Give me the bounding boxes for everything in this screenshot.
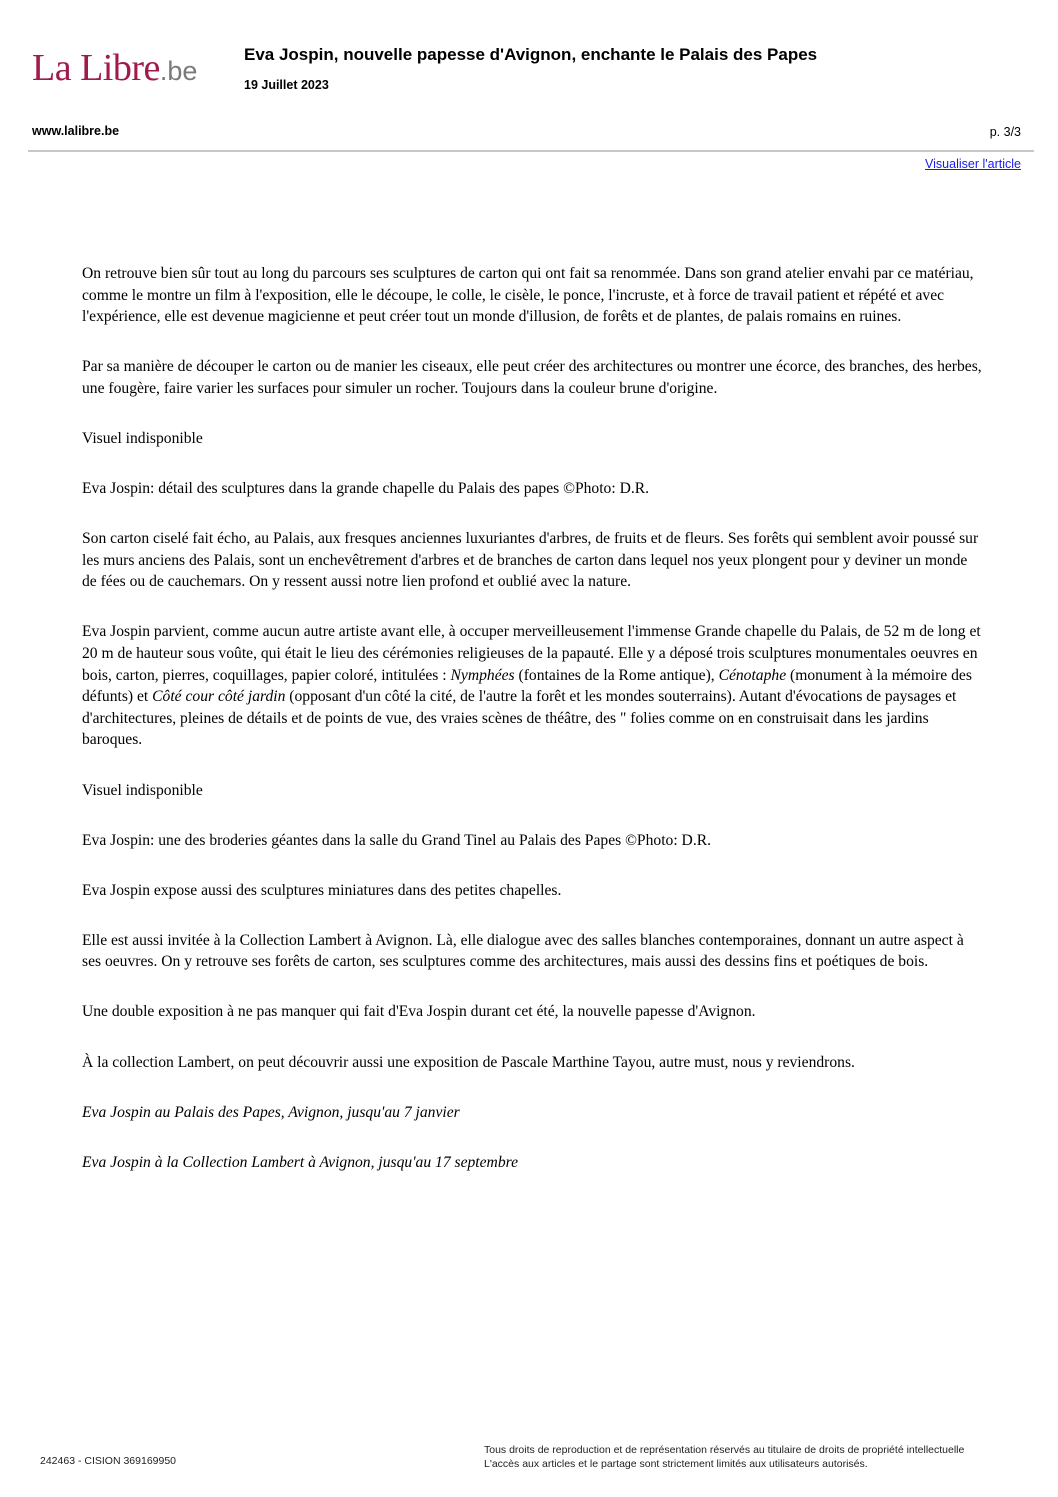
paragraph-1: On retrouve bien sûr tout au long du parcours ses sculptures de carton qui ont fait sa renommée. Dans son grand atelier envahi par ce matériau, comme le montre un film à l'exposition, elle le découpe, le colle, le cisèle, le ponce, l'incruste, et à force de travail patient et répété et avec l'expérience, elle est devenue magicienne et peut créer tout un monde d'illusion, de forêts et de plantes, de palais romains en ruines. <box>82 265 974 326</box>
work-title-cenotaphe: Cénotaphe <box>718 666 787 684</box>
work-title-nymphees: Nymphées <box>450 666 515 684</box>
footer-reference: 242463 - CISION 369169950 <box>40 1455 177 1467</box>
header-divider <box>28 150 1034 152</box>
work-title-cote-cour: Côté cour côté jardin <box>152 688 286 706</box>
logo-suffix-text: .be <box>159 56 198 86</box>
paragraph-2: Par sa manière de découper le carton ou de manier les ciseaux, elle peut créer des architectures ou montrer une écorce, des branches, des herbes, une fougère, faire varier les surfaces pour simuler un rocher. Toujours dans la couleur brune d'origine. <box>82 358 982 397</box>
paragraph-3: Son carton ciselé fait écho, au Palais, aux fresques anciennes luxuriantes d'arbres, de fruits et de fleurs. Ses forêts qui semblent avoir poussé sur les murs anciens des Palais, sont un enchevêtrement d'arbres et de branches de carton dans lequel nos yeux plongent pour y deviner un monde de fées ou de cauchemars. On y ressent aussi notre lien profond et oublié avec la nature. <box>82 530 979 591</box>
article-body <box>82 263 982 1202</box>
paragraph-6: Elle est aussi invitée à la Collection Lambert à Avignon. Là, elle dialogue avec des salles blanches contemporaines, donnant un autre aspect à ses oeuvres. On y retrouve ses forêts de carton, ses sculptures comme des architectures, mais aussi des dessins fins et poétiques de bois. <box>82 931 964 971</box>
footer-rights <box>484 1443 964 1471</box>
paragraph-4 <box>82 621 982 751</box>
footer-rights-line-1: Tous droits de reproduction et de représentation réservés au titulaire de droits de propriété intellectuelle <box>484 1444 965 1456</box>
photo-caption-1: Eva Jospin: détail des sculptures dans la grande chapelle du Palais des papes ©Photo: D.R. <box>82 480 650 498</box>
paragraph-4-text-c: (monument à la mémoire des défunts) et <box>82 666 972 706</box>
visual-unavailable-1: Visuel indisponible <box>82 429 203 447</box>
paragraph-5: Eva Jospin expose aussi des sculptures miniatures dans des petites chapelles. <box>82 881 562 899</box>
photo-caption-2: Eva Jospin: une des broderies géantes dans la salle du Grand Tinel au Palais des Papes ©Photo: D.R. <box>82 831 712 849</box>
publication-date: 19 Juillet 2023 <box>244 78 329 92</box>
paragraph-4-text-b: (fontaines de la Rome antique), <box>514 666 719 684</box>
view-article-link[interactable]: Visualiser l'article <box>925 157 1021 171</box>
publication-logo <box>32 46 197 93</box>
source-url: www.lalibre.be <box>32 124 120 138</box>
paragraph-7: Une double exposition à ne pas manquer qui fait d'Eva Jospin durant cet été, la nouvelle papesse d'Avignon. <box>82 1003 756 1021</box>
exhibition-info-1: Eva Jospin au Palais des Papes, Avignon, jusqu'au 7 janvier <box>82 1103 460 1121</box>
paragraph-8: À la collection Lambert, on peut découvrir aussi une exposition de Pascale Marthine Tayou, autre must, nous y reviendrons. <box>82 1053 855 1071</box>
exhibition-info-2: Eva Jospin à la Collection Lambert à Avignon, jusqu'au 17 septembre <box>82 1153 519 1171</box>
page-number: p. 3/3 <box>989 125 1021 139</box>
footer-rights-line-2: L'accès aux articles et le partage sont strictement limités aux utilisateurs autorisés. <box>484 1458 868 1470</box>
visual-unavailable-2: Visuel indisponible <box>82 781 203 799</box>
paragraph-4-text-d: (opposant d'un côté la cité, de l'autre la forêt et les mondes souterrains). Autant d'évocations de paysages et d'architectures, pleines de détails et de points de vue, des vraies scènes de théâtre, des " folies comme on en construisait dans les jardins baroques. <box>82 688 957 749</box>
article-headline: Eva Jospin, nouvelle papesse d'Avignon, enchante le Palais des Papes <box>244 45 818 64</box>
paragraph-4-text-a: Eva Jospin parvient, comme aucun autre artiste avant elle, à occuper merveilleusement l'immense Grande chapelle du Palais, de 52 m de long et 20 m de hauteur sous voûte, qui était le lieu des cérémonies religieuses de la papauté. Elle y a déposé trois sculptures monumentales oeuvres en bois, carton, pierres, coquillages, papier coloré, intitulées : <box>82 623 981 684</box>
logo-main-text: La Libre <box>32 47 160 89</box>
